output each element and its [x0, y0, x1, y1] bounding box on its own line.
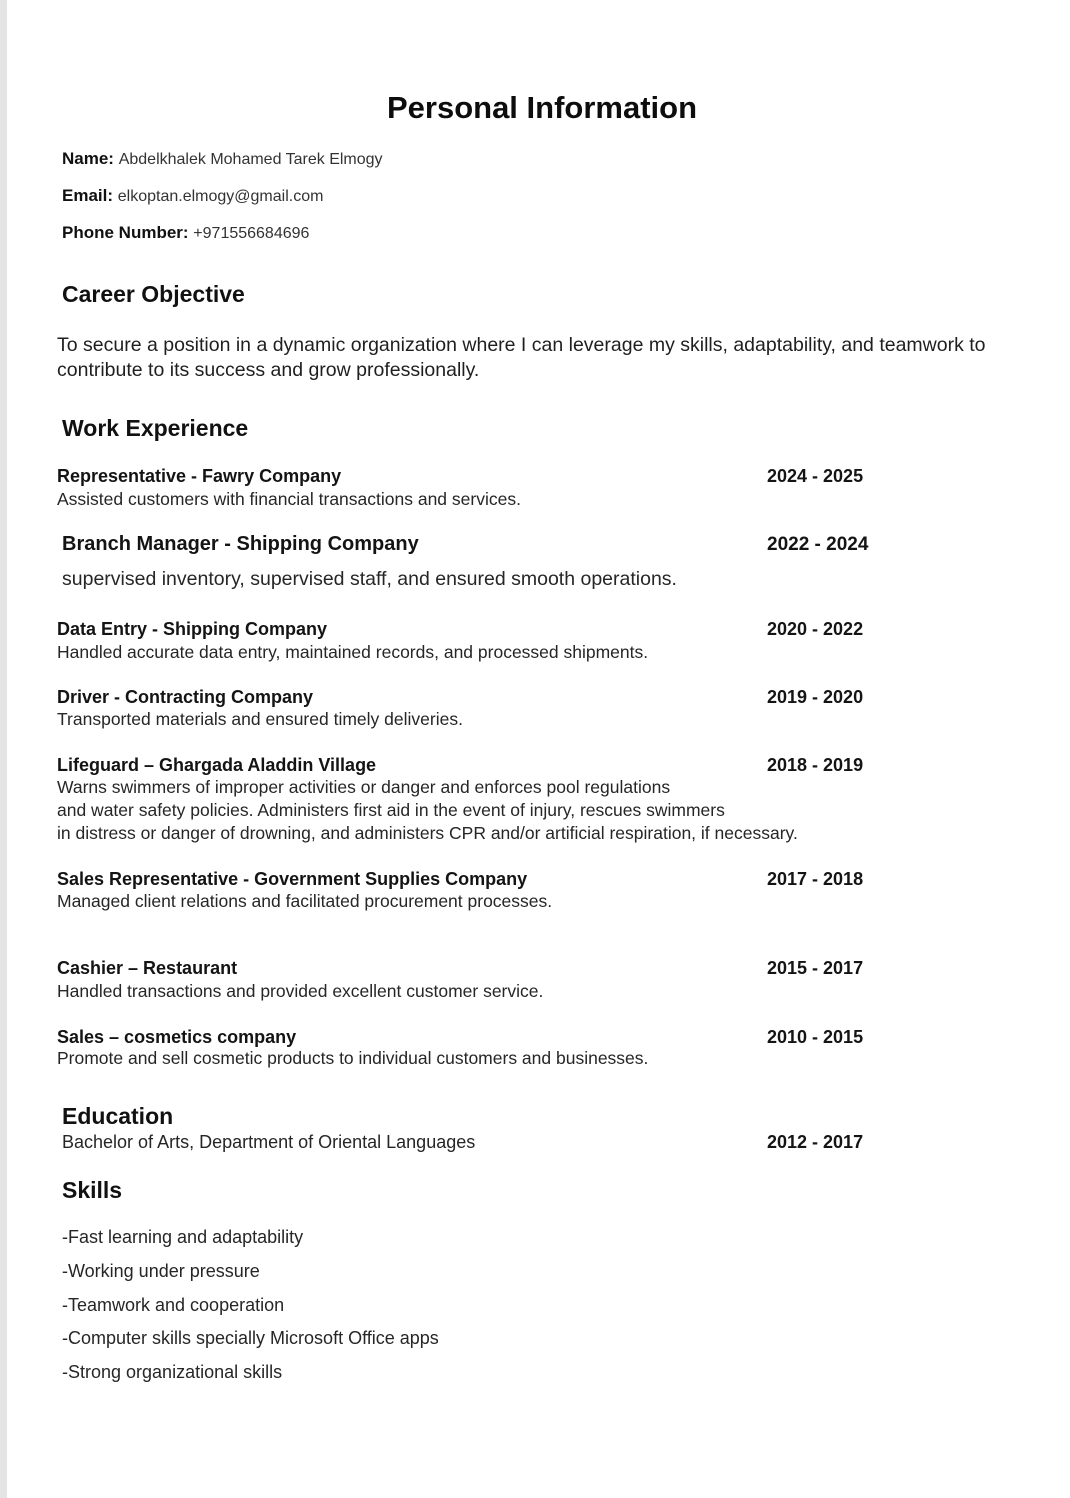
phone-row: [62, 223, 309, 243]
skill-item: -Computer skills specially Microsoft Office apps: [62, 1328, 439, 1348]
job-period: 2024 - 2025: [767, 466, 864, 486]
job-period: 2015 - 2017: [767, 958, 864, 978]
job-description-line: in distress or danger of drowning, and administers CPR and/or artificial respiration, if necessary.: [57, 823, 798, 843]
page-left-edge: [0, 0, 7, 1498]
job-period: 2010 - 2015: [767, 1027, 864, 1047]
job-description: supervised inventory, supervised staff, and ensured smooth operations.: [62, 568, 677, 590]
job-title: Cashier – Restaurant: [57, 958, 238, 978]
job-description: Promote and sell cosmetic products to individual customers and businesses.: [57, 1048, 649, 1068]
job-period: 2017 - 2018: [767, 869, 864, 889]
career-objective-heading: Career Objective: [62, 281, 245, 307]
job-title: Branch Manager - Shipping Company: [62, 533, 419, 555]
career-objective-text: To secure a position in a dynamic organization where I can leverage my skills, adaptability, and teamwork to contribute to its success and grow professionally.: [57, 334, 986, 381]
name-label: Name:: [62, 149, 114, 168]
work-experience-heading: Work Experience: [62, 415, 249, 441]
job-description: Assisted customers with financial transactions and services.: [57, 489, 521, 509]
job-description: Transported materials and ensured timely deliveries.: [57, 709, 463, 729]
job-period: 2018 - 2019: [767, 755, 864, 775]
job-period: 2020 - 2022: [767, 619, 864, 639]
skill-item: -Fast learning and adaptability: [62, 1227, 304, 1247]
job-period: 2019 - 2020: [767, 687, 864, 707]
job-description-line: Warns swimmers of improper activities or danger and enforces pool regulations: [57, 777, 671, 797]
education-degree: Bachelor of Arts, Department of Oriental Languages: [62, 1132, 476, 1152]
job-period: 2022 - 2024: [767, 534, 869, 555]
skills-heading: Skills: [62, 1177, 123, 1203]
email-row: [62, 186, 323, 206]
job-title: Representative - Fawry Company: [57, 466, 342, 486]
email-value: elkoptan.elmogy@gmail.com: [117, 188, 324, 205]
skill-item: -Strong organizational skills: [62, 1362, 283, 1382]
name-row: [62, 149, 383, 169]
job-title: Lifeguard – Ghargada Aladdin Village: [57, 755, 377, 775]
job-description: Handled accurate data entry, maintained records, and processed shipments.: [57, 642, 649, 662]
job-title: Sales Representative - Government Supplies Company: [57, 869, 528, 889]
skill-item: -Working under pressure: [62, 1261, 260, 1281]
email-label: Email:: [62, 186, 114, 205]
job-description: Handled transactions and provided excellent customer service.: [57, 981, 544, 1001]
job-title: Data Entry - Shipping Company: [57, 619, 328, 639]
skill-item: -Teamwork and cooperation: [62, 1295, 285, 1315]
phone-label: Phone Number:: [62, 223, 189, 242]
job-title: Sales – cosmetics company: [57, 1027, 297, 1047]
job-description-line: and water safety policies. Administers first aid in the event of injury, rescues swimmers: [57, 800, 725, 820]
education-heading: Education: [62, 1103, 174, 1129]
education-period: 2012 - 2017: [767, 1132, 864, 1152]
page-title: Personal Information: [386, 90, 698, 125]
name-value: Abdelkhalek Mohamed Tarek Elmogy: [118, 151, 383, 168]
phone-value: +971556684696: [193, 225, 310, 242]
job-description: Managed client relations and facilitated procurement processes.: [57, 891, 553, 911]
job-title: Driver - Contracting Company: [57, 687, 314, 707]
